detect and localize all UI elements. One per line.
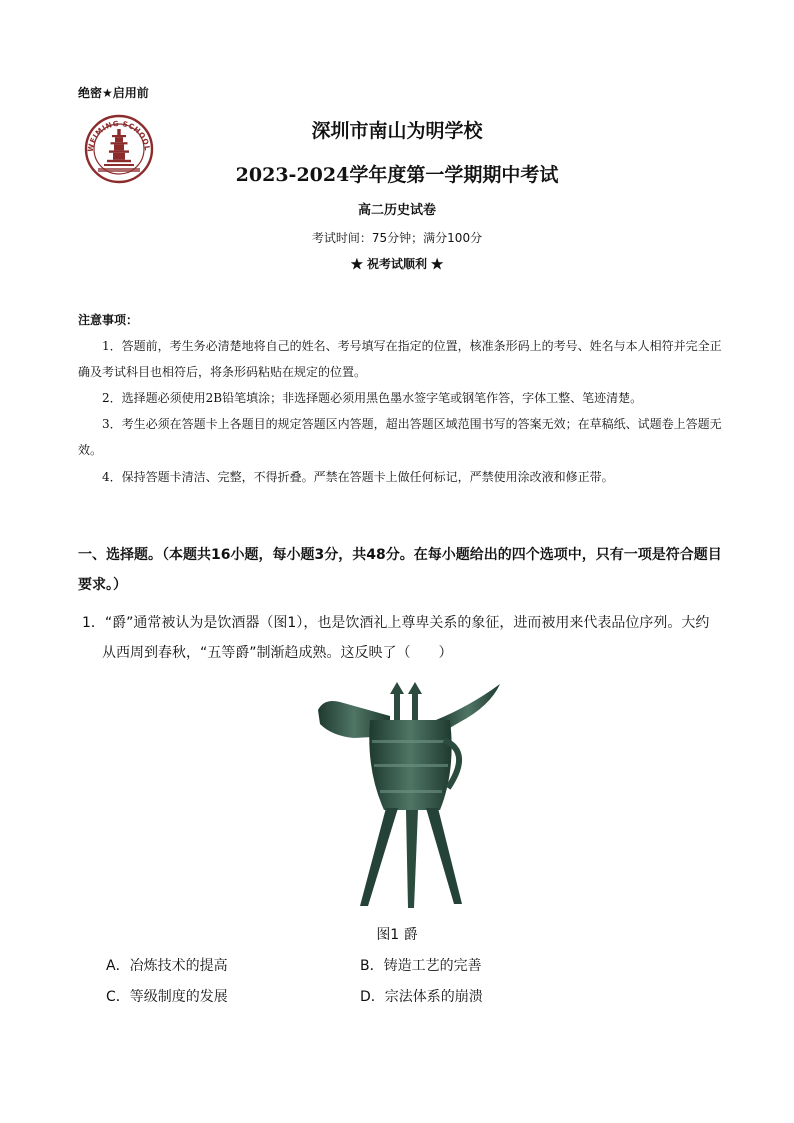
secret-label: 绝密★启用前 [78, 86, 149, 100]
school-name: 深圳市南山为明学校 [311, 120, 483, 142]
exam-title: 2023-2024学年度第一学期期中考试 [235, 164, 559, 186]
question-1 [82, 608, 732, 668]
option-a: A．冶炼技术的提高 [106, 958, 228, 974]
option-d: D．宗法体系的崩溃 [360, 989, 483, 1005]
option-b: B．铸造工艺的完善 [360, 958, 482, 974]
notice-item-4: 4．保持答题卡清洁、完整，不得折叠。严禁在答题卡上做任何标记，严禁使用涂改液和修正带。 [102, 470, 614, 484]
option-c: C．等级制度的发展 [106, 989, 228, 1005]
question-1-line-1: 1．“爵”通常被认为是饮酒器（图1），也是饮酒礼上尊卑关系的象征，进而被用来代表品位序列。大约 [82, 615, 710, 631]
good-luck-wish: ★ 祝考试顺利 ★ [350, 257, 444, 271]
exam-info: 考试时间：75分钟；满分100分 [311, 231, 483, 245]
question-1-line-2: 从西周到春秋，“五等爵”制渐趋成熟。这反映了（ ） [102, 645, 453, 661]
notice-heading: 注意事项： [78, 313, 139, 327]
figure-caption: 图1 爵 [376, 927, 418, 943]
notice-item-1: 1．答题前，考生务必清楚地将自己的姓名、考号填写在指定的位置，核准条形码上的考号、姓名与本人相符并完全正确及考试科目也相符后，将条形码粘贴在规定的位置。 [78, 339, 722, 379]
logo-text: WEIMING SCHOOL [85, 118, 153, 153]
jue-vessel-figure [310, 680, 510, 910]
section-heading: 一、选择题。（本题共16小题，每小题3分，共48分。在每小题给出的四个选项中，只有一项是符合题目要求。） [78, 547, 722, 593]
notice-item-2: 2．选择题必须使用2B铅笔填涂；非选择题必须用黑色墨水签字笔或钢笔作答，字体工整、笔迹清楚。 [102, 391, 643, 405]
notice-item-3: 3．考生必须在答题卡上各题目的规定答题区内答题，超出答题区域范围书写的答案无效；在草稿纸、试题卷上答题无效。 [78, 417, 722, 457]
subject-title: 高二历史试卷 [357, 203, 436, 218]
